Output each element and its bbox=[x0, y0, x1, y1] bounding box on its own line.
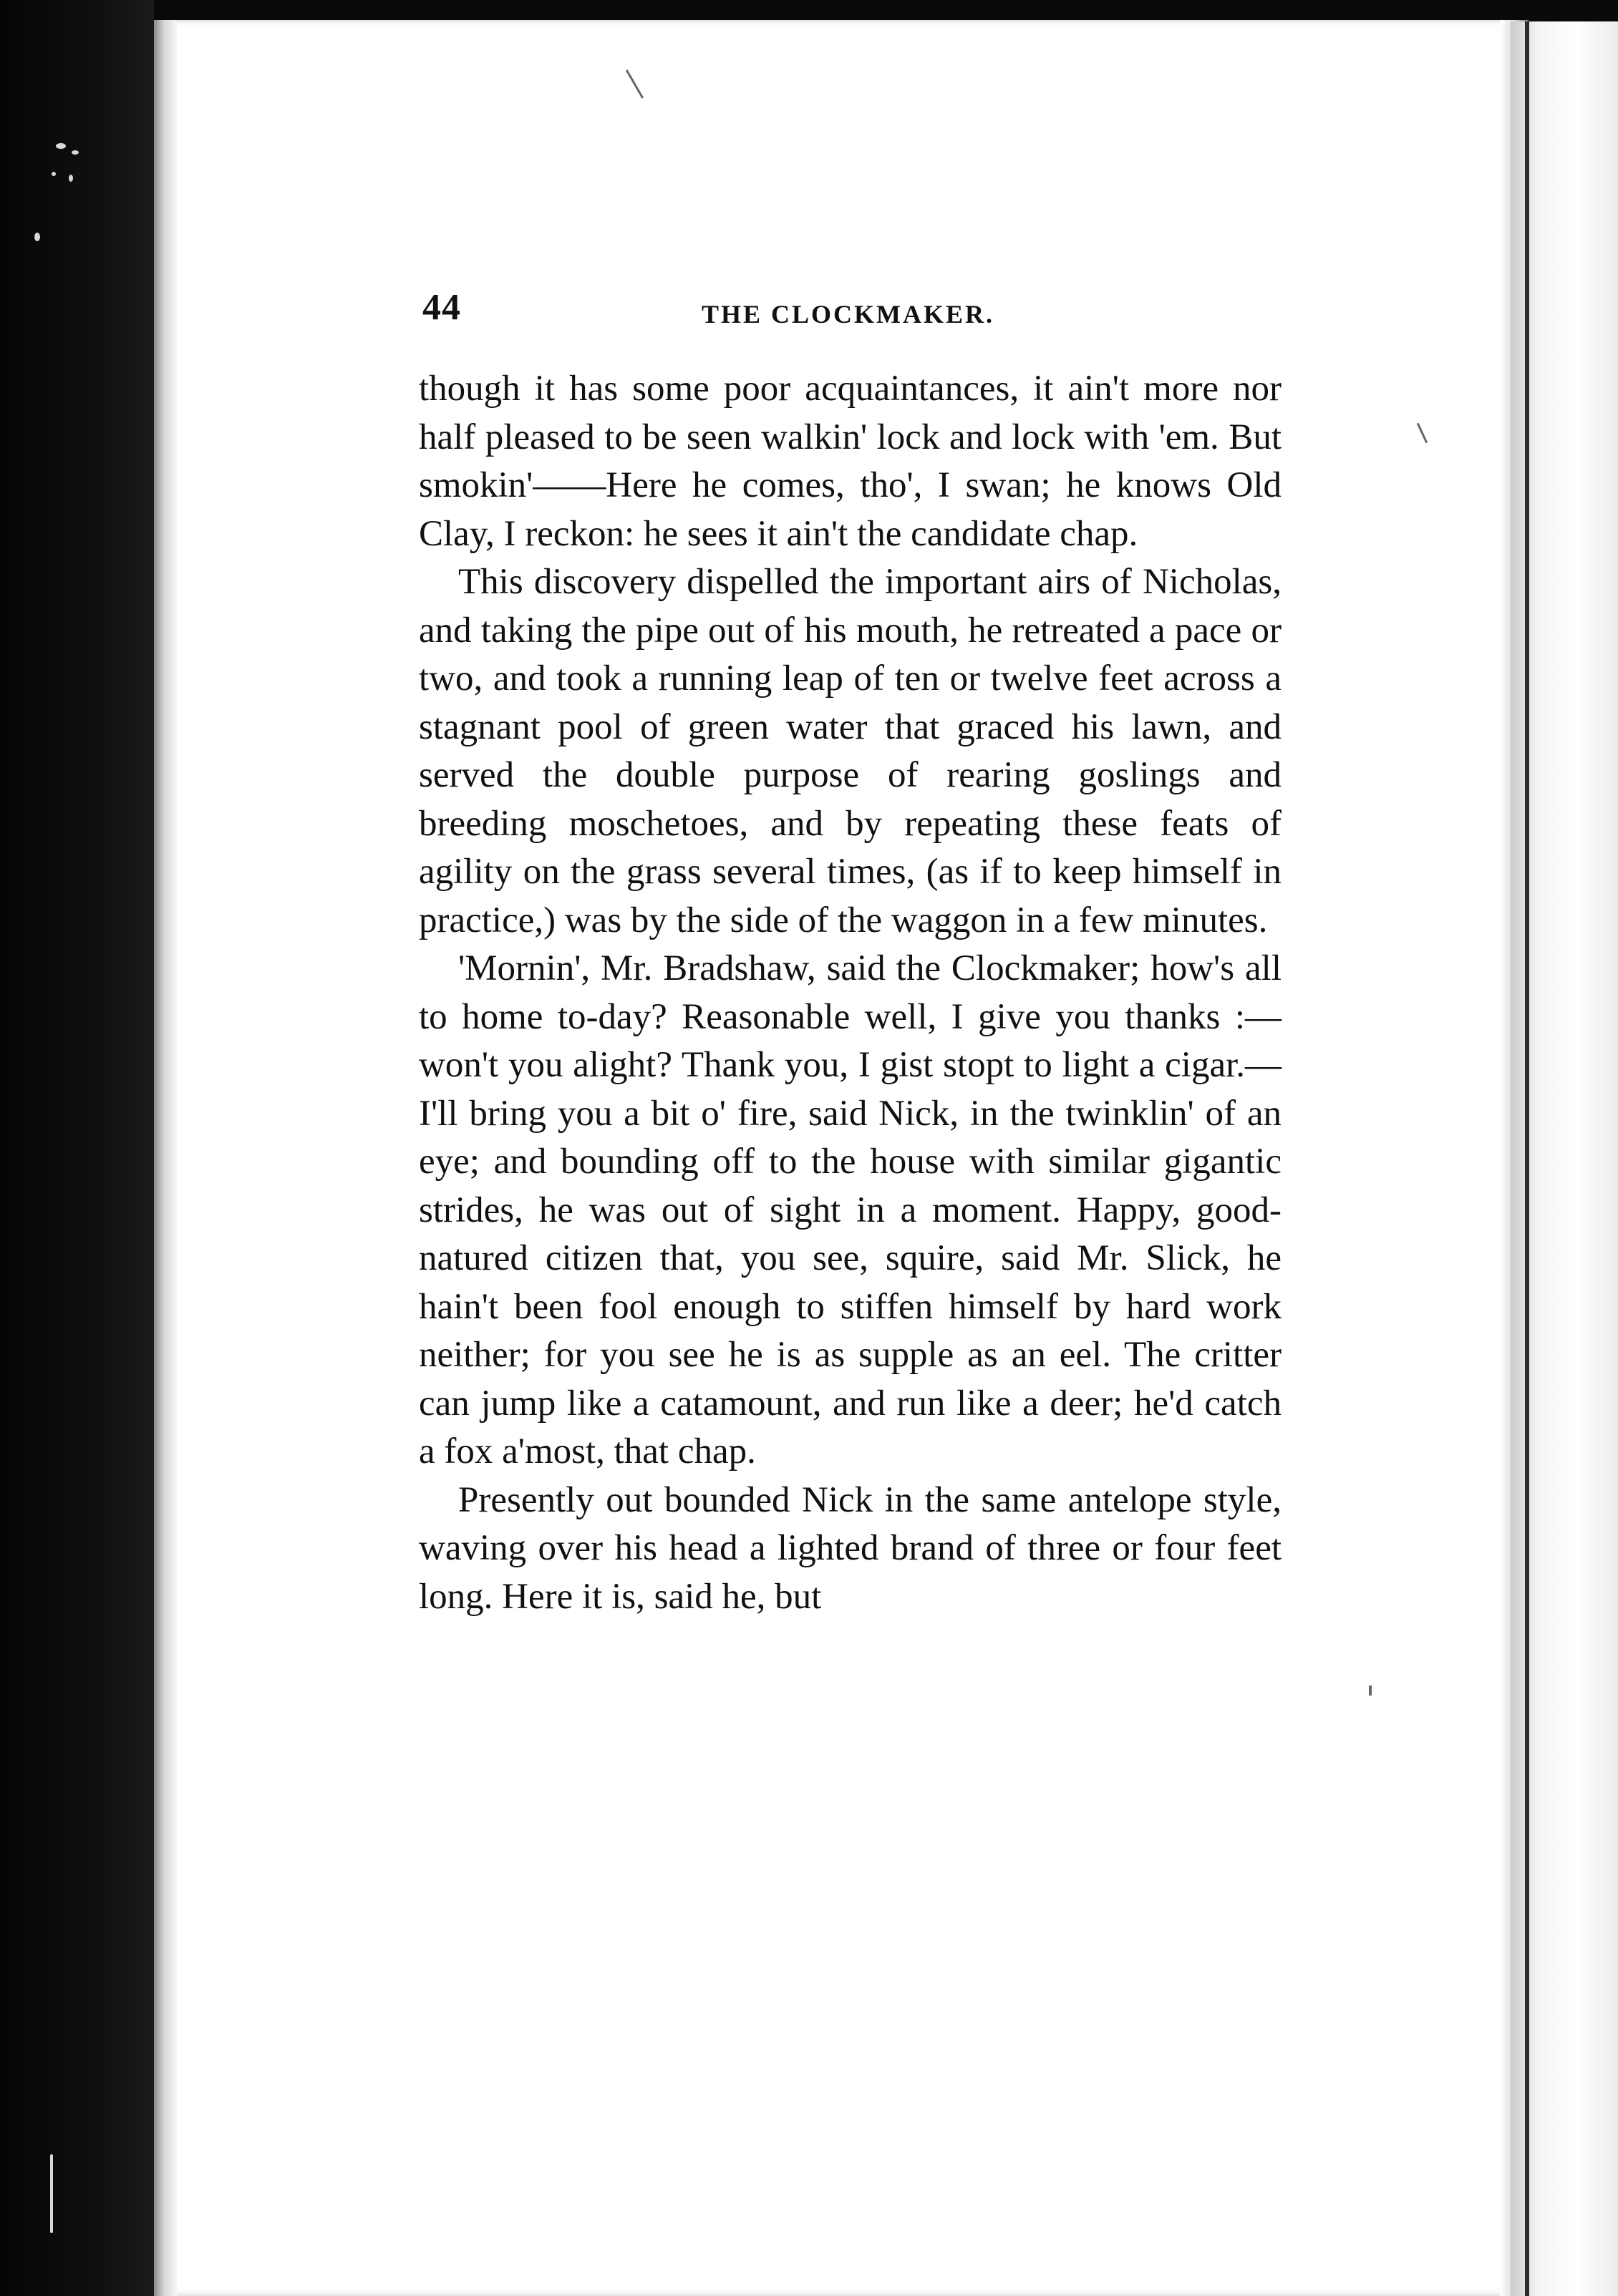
paragraph: 'Mornin', Mr. Bradshaw, said the Clockmaker; how's all to home to-day? Reasonable well, I give you thanks :—won't you alight? Thank you, I gist stopt to light a cigar.—I'll bring you a bit o' fire, said Nick, in the twinklin' of an eye; and bounding off to the house with similar gigantic strides, he was out of sight in a moment. Happy, good-natured citizen that, you see, squire, said Mr. Slick, he hain't been fool enough to stiffen himself by hard work neither; for you see he is as supple as an eel. The critter can jump like a catamount, and run like a deer; he'd catch a fox a'most, that chap. bbox=[419, 948, 1282, 1472]
spine-mark bbox=[56, 143, 66, 149]
spine-mark bbox=[50, 2154, 53, 2233]
page-number: 44 bbox=[422, 287, 461, 328]
running-head: THE CLOCKMAKER. bbox=[702, 300, 995, 329]
adjacent-page-edge bbox=[1525, 21, 1529, 2296]
spine-mark bbox=[72, 150, 79, 155]
paragraph: though it has some poor acquaintances, it ain't more nor half pleased to be seen walkin' lock and lock with 'em. But smokin'——Here he comes, tho', I swan; he knows Old Clay, I reckon: he sees it ain't the candidate chap. bbox=[419, 369, 1282, 554]
page-gutter-shadow bbox=[154, 20, 177, 2296]
paragraph: This discovery dispelled the important airs of Nicholas, and taking the pipe out of his mouth, he retreated a pace or two, and took a running leap of ten or twelve feet across a stagnant pool of green water that graced his lawn, and served the double purpose of rearing goslings and breeding moschetoes, and by repeating these feats of agility on the grass several times, (as if to keep himself in practice,) was by the side of the waggon in a few minutes. bbox=[419, 562, 1282, 940]
scan-speck bbox=[1369, 1685, 1372, 1696]
page-header bbox=[422, 286, 1282, 344]
spine-mark bbox=[69, 175, 73, 182]
book-spine bbox=[0, 0, 154, 2296]
paragraph: Presently out bounded Nick in the same antelope style, waving over his head a lighted brand of three or four feet long. Here it is, said he, but bbox=[419, 1479, 1282, 1617]
top-border bbox=[154, 0, 1618, 21]
spine-mark bbox=[34, 233, 40, 241]
body-text bbox=[419, 365, 1282, 1621]
spine-mark bbox=[52, 172, 56, 176]
